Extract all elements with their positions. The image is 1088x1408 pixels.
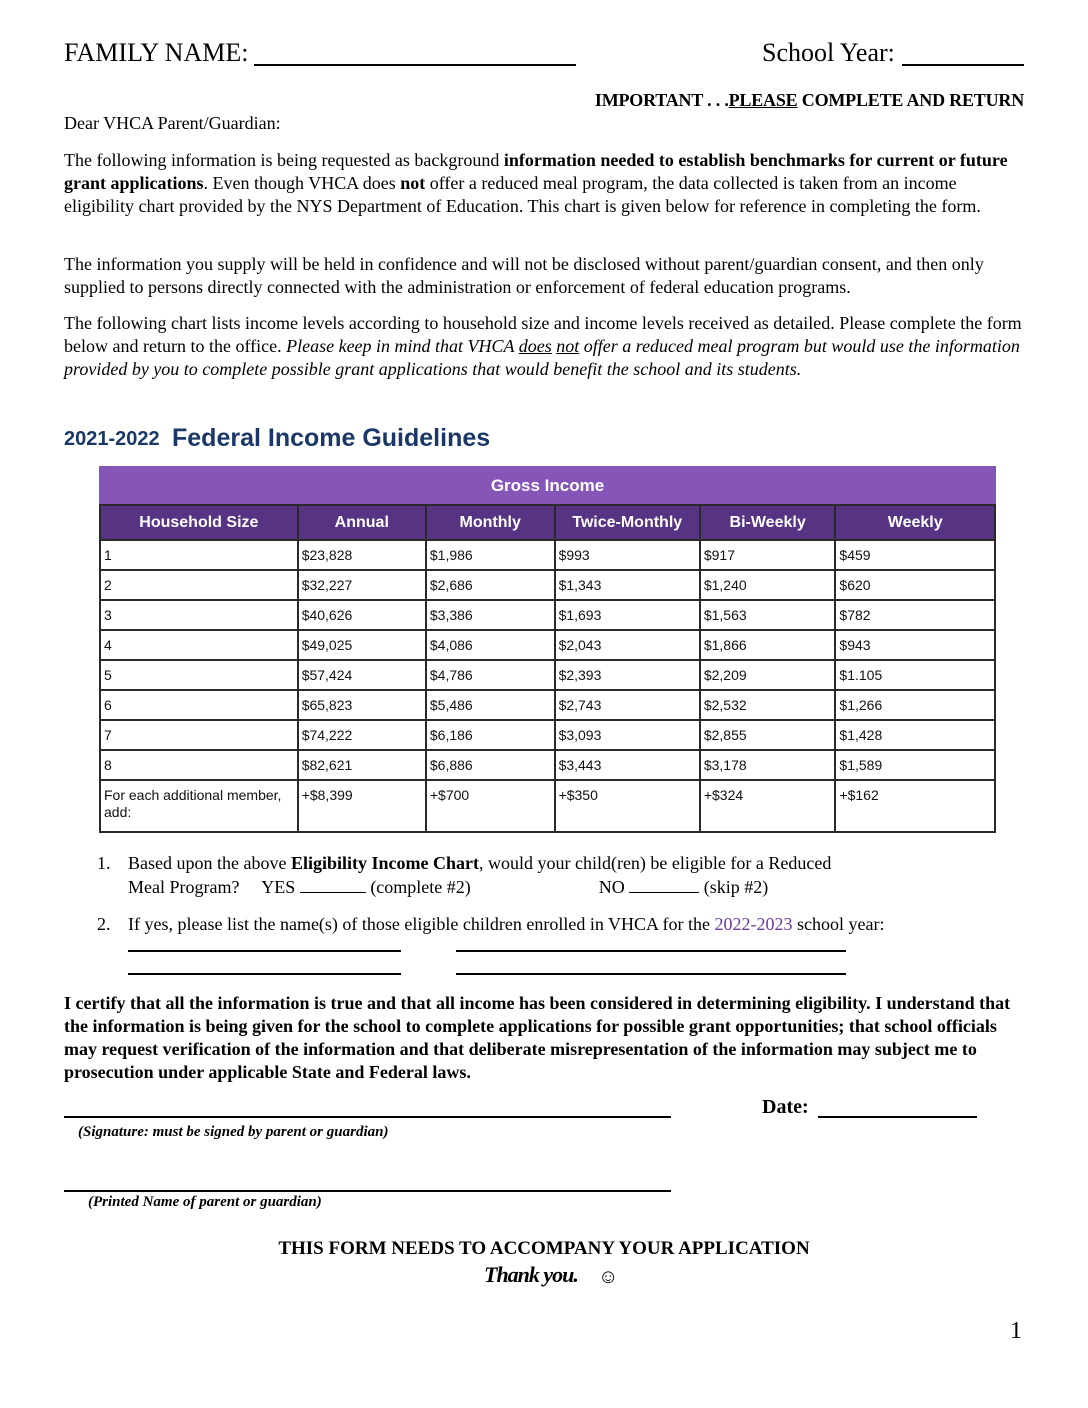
annual-cell: $32,227 [298,570,426,600]
q2-text: school year: [792,914,885,934]
smiley-icon: ☺ [598,1266,619,1288]
signature-field[interactable] [64,1116,671,1118]
bi-weekly-cell: $2,209 [700,660,836,690]
monthly-cell: +$700 [426,780,555,832]
bi-weekly-cell: $3,178 [700,750,836,780]
table-row [100,600,995,630]
annual-cell: +$8,399 [298,780,426,832]
column-header-twice-monthly: Twice-Monthly [555,505,700,540]
guidelines-title: Federal Income Guidelines [172,424,491,452]
monthly-cell: $5,486 [426,690,555,720]
child-name-field-3[interactable] [128,973,401,975]
no-label: NO [598,877,630,897]
p1-text: offer a reduced meal program, the data collected is taken from an income eligibility chart provided by the NYS Department of Education. This chart is given below for reference in completing the form. [64,173,981,216]
weekly-cell: $459 [835,540,995,570]
chart-paragraph [64,312,1026,381]
question-2-text [128,912,1028,936]
column-header-annual: Annual [298,505,426,540]
weekly-cell: $782 [835,600,995,630]
date-label: Date: [762,1096,809,1118]
twice-monthly-cell: $3,443 [555,750,700,780]
yes-note: (complete #2) [365,877,471,897]
weekly-cell: $943 [835,630,995,660]
certification-statement: I certify that all the information is true and that all income has been considered in determining eligibility. I understand that the information is being given for the school to complete applications for possible grant opportunities; that school officials may request verification of the information and that deliberate misrepresentation of the information may subject me to prosecution under applicable State and Federal laws. [64,993,1011,1082]
table-row [100,690,995,720]
question-1-number: 1. [97,853,111,873]
child-name-field-4[interactable] [456,973,846,975]
family-name-field[interactable] [254,64,576,66]
printed-name-caption: (Printed Name of parent or guardian) [88,1194,322,1210]
child-name-field-2[interactable] [456,950,846,952]
page-number: 1 [1010,1318,1022,1344]
column-header-monthly: Monthly [426,505,555,540]
yes-label: Meal Program? YES [128,877,300,897]
annual-cell: $57,424 [298,660,426,690]
annual-cell: $65,823 [298,690,426,720]
household-size-cell: 3 [100,600,298,630]
weekly-cell: $1,589 [835,750,995,780]
weekly-cell: +$162 [835,780,995,832]
twice-monthly-cell: $2,393 [555,660,700,690]
p1-text: . Even though VHCA does [203,173,401,193]
household-size-cell: For each additional member, add: [100,780,298,832]
monthly-cell: $4,786 [426,660,555,690]
p3-underline-not: not [556,336,580,356]
column-header-weekly: Weekly [835,505,995,540]
important-please: PLEASE [728,90,798,110]
monthly-cell: $4,086 [426,630,555,660]
table-row [100,570,995,600]
household-size-cell: 6 [100,690,298,720]
annual-cell: $49,025 [298,630,426,660]
date-field[interactable] [818,1116,977,1118]
q2-text: If yes, please list the name(s) of those eligible children enrolled in VHCA for the [128,914,715,934]
table-row [100,540,995,570]
twice-monthly-cell: $1,343 [555,570,700,600]
question-2-number: 2. [97,914,111,934]
bi-weekly-cell: $1,866 [700,630,836,660]
bi-weekly-cell: $2,532 [700,690,836,720]
q1-text: Based upon the above [128,853,291,873]
table-row [100,660,995,690]
twice-monthly-cell: +$350 [555,780,700,832]
gross-income-header: Gross Income [100,467,995,505]
table-row [100,750,995,780]
printed-name-field[interactable] [64,1190,671,1192]
p3-italic: offer a reduced meal program but would use the information provided by you to complete possible grant applications that would benefit the school and its students. [64,336,1020,379]
p1-bold: information needed to establish benchmarks for current or future grant applications [64,150,1008,193]
monthly-cell: $3,386 [426,600,555,630]
salutation: Dear VHCA Parent/Guardian: [64,113,281,133]
monthly-cell: $6,186 [426,720,555,750]
weekly-cell: $1,428 [835,720,995,750]
p1-bold-not: not [400,173,426,193]
intro-paragraph [64,149,1026,218]
thank-you-text: Thank you. [484,1262,578,1287]
income-guidelines-table [99,466,996,833]
p3-italic: Please keep in mind that VHCA [286,336,519,356]
table-row [100,630,995,660]
guidelines-year: 2021-2022 [64,428,160,450]
weekly-cell: $1.105 [835,660,995,690]
signature-caption: (Signature: must be signed by parent or guardian) [78,1124,389,1140]
question-1-options [128,875,768,899]
confidentiality-paragraph: The information you supply will be held in confidence and will not be disclosed without parent/guardian consent, and then only supplied to persons directly connected with the administration or enforcement of federal education programs. [64,254,984,297]
question-1-text [128,851,1008,875]
monthly-cell: $6,886 [426,750,555,780]
important-notice [595,90,1024,111]
yes-field[interactable] [300,876,366,893]
weekly-cell: $1,266 [835,690,995,720]
household-size-cell: 2 [100,570,298,600]
no-field[interactable] [629,876,699,893]
weekly-cell: $620 [835,570,995,600]
family-name-label: FAMILY NAME: [64,38,249,67]
column-header-bi-weekly: Bi-Weekly [700,505,836,540]
school-year-label: School Year: [762,38,895,67]
column-header-household-size: Household Size [100,505,298,540]
monthly-cell: $2,686 [426,570,555,600]
table-row [100,720,995,750]
annual-cell: $82,621 [298,750,426,780]
p3-text: The following chart lists income levels according to household size and income levels received as detailed. Please complete the form below and return to the office. [64,313,1022,356]
bi-weekly-cell: $917 [700,540,836,570]
household-size-cell: 5 [100,660,298,690]
twice-monthly-cell: $1,693 [555,600,700,630]
household-size-cell: 7 [100,720,298,750]
p3-underline-does: does [518,336,552,356]
household-size-cell: 1 [100,540,298,570]
school-year-field[interactable] [902,64,1024,66]
bi-weekly-cell: +$324 [700,780,836,832]
table-body [100,540,995,832]
twice-monthly-cell: $2,743 [555,690,700,720]
p1-text: The following information is being requested as background [64,150,504,170]
important-prefix: IMPORTANT . . . [594,90,729,110]
q1-text: , would your child(ren) be eligible for a Reduced [478,853,832,873]
household-size-cell: 4 [100,630,298,660]
annual-cell: $23,828 [298,540,426,570]
accompany-notice: THIS FORM NEEDS TO ACCOMPANY YOUR APPLICATION [278,1238,810,1259]
twice-monthly-cell: $3,093 [555,720,700,750]
child-name-field-1[interactable] [128,950,401,952]
bi-weekly-cell: $1,240 [700,570,836,600]
household-size-cell: 8 [100,750,298,780]
bi-weekly-cell: $2,855 [700,720,836,750]
important-suffix: COMPLETE AND RETURN [797,90,1024,110]
bi-weekly-cell: $1,563 [700,600,836,630]
no-note: (skip #2) [699,877,769,897]
q1-bold: Eligibility Income Chart [290,853,479,873]
q2-school-year: 2022-2023 [714,914,793,934]
twice-monthly-cell: $993 [555,540,700,570]
table-row [100,780,995,832]
annual-cell: $40,626 [298,600,426,630]
annual-cell: $74,222 [298,720,426,750]
monthly-cell: $1,986 [426,540,555,570]
twice-monthly-cell: $2,043 [555,630,700,660]
